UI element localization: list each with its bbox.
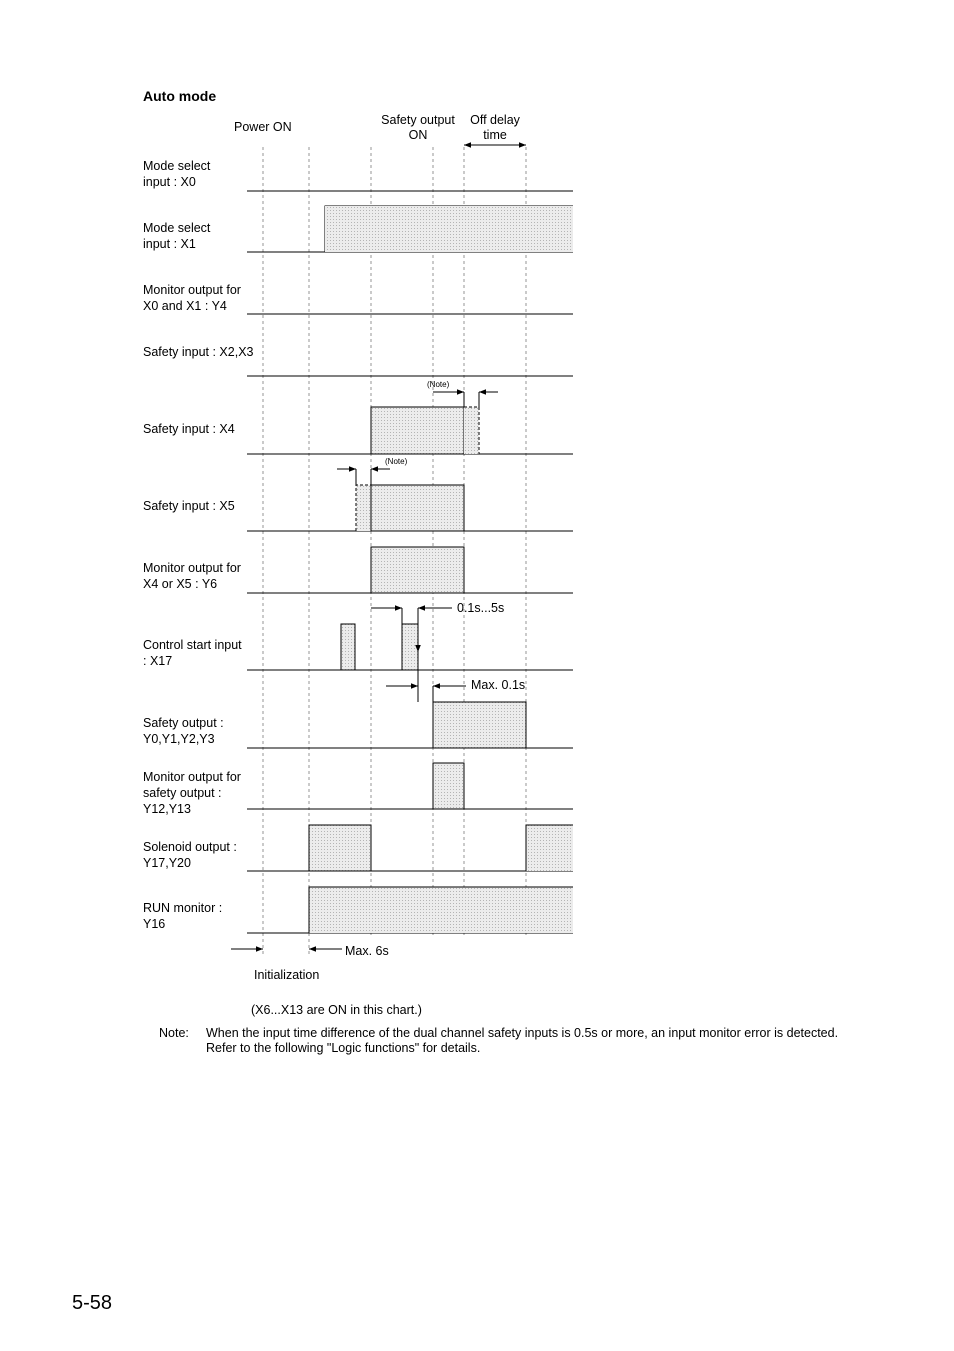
- label-y12y13-line1: Monitor output for: [143, 770, 241, 784]
- pulse-x5-note-extension: [356, 485, 371, 531]
- pulse-y17y20-first: [309, 825, 371, 871]
- pulse-x17-first: [341, 624, 355, 670]
- label-y4-line1: Monitor output for: [143, 283, 241, 297]
- label-initialization: Initialization: [254, 968, 320, 982]
- header-off-delay-line1: Off delay: [470, 113, 520, 127]
- chart-footnote: (X6...X13 are ON in this chart.): [251, 1003, 422, 1017]
- pulse-y12y13: [433, 763, 464, 809]
- label-y6-line1: Monitor output for: [143, 561, 241, 575]
- label-y17y20-line2: Y17,Y20: [143, 856, 191, 870]
- note-label: Note:: [159, 1026, 189, 1040]
- pulse-x5: [371, 485, 464, 531]
- label-x1-line1: Mode select: [143, 221, 211, 235]
- label-x4-line1: Safety input : X4: [143, 422, 235, 436]
- pulse-x4: [371, 407, 464, 454]
- label-y4-line2: X0 and X1 : Y4: [143, 299, 227, 313]
- pulse-y16: [309, 887, 573, 933]
- label-x1-line2: input : X1: [143, 237, 196, 251]
- pulse-x4-note-extension: [464, 407, 479, 454]
- pulse-y6: [371, 547, 464, 593]
- label-x17-line1: Control start input: [143, 638, 242, 652]
- pulse-x17-second: [402, 624, 418, 670]
- note-line-2: Refer to the following "Logic functions" for details.: [206, 1041, 481, 1055]
- label-y12y13-line3: Y12,Y13: [143, 802, 191, 816]
- label-max-6: Max. 6s: [345, 944, 389, 958]
- label-y6-line2: X4 or X5 : Y6: [143, 577, 218, 591]
- label-max-01: Max. 0.1s: [471, 678, 526, 692]
- label-x17-line2: : X17: [143, 654, 173, 668]
- label-y16-line1: RUN monitor :: [143, 901, 223, 915]
- pulse-y17y20-second: [526, 825, 573, 871]
- header-off-delay-line2: time: [483, 128, 507, 142]
- note-marker-x4: (Note): [427, 380, 450, 389]
- label-y0y3-line1: Safety output :: [143, 716, 224, 730]
- label-x2x3-line1: Safety input : X2,X3: [143, 345, 254, 359]
- label-range: 0.1s...5s: [457, 601, 505, 615]
- section-title: Auto mode: [143, 88, 217, 104]
- label-y17y20-line1: Solenoid output :: [143, 840, 237, 854]
- label-x0-line2: input : X0: [143, 175, 196, 189]
- label-x0-line1: Mode select: [143, 159, 211, 173]
- label-x5-line1: Safety input : X5: [143, 499, 235, 513]
- pulse-y0y3: [433, 702, 526, 748]
- header-safety-output-line1: Safety output: [381, 113, 455, 127]
- note-marker-x5: (Note): [385, 457, 408, 466]
- label-y16-line2: Y16: [143, 917, 166, 931]
- page-number: 5-58: [72, 1292, 113, 1314]
- header-safety-output-line2: ON: [408, 128, 428, 142]
- label-y12y13-line2: safety output :: [143, 786, 222, 800]
- label-y0y3-line2: Y0,Y1,Y2,Y3: [143, 732, 215, 746]
- pulse-x1: [325, 206, 573, 252]
- header-power-on: Power ON: [234, 120, 292, 134]
- note-line-1: When the input time difference of the dual channel safety inputs is 0.5s or more, an input monitor error is detected.: [206, 1026, 839, 1040]
